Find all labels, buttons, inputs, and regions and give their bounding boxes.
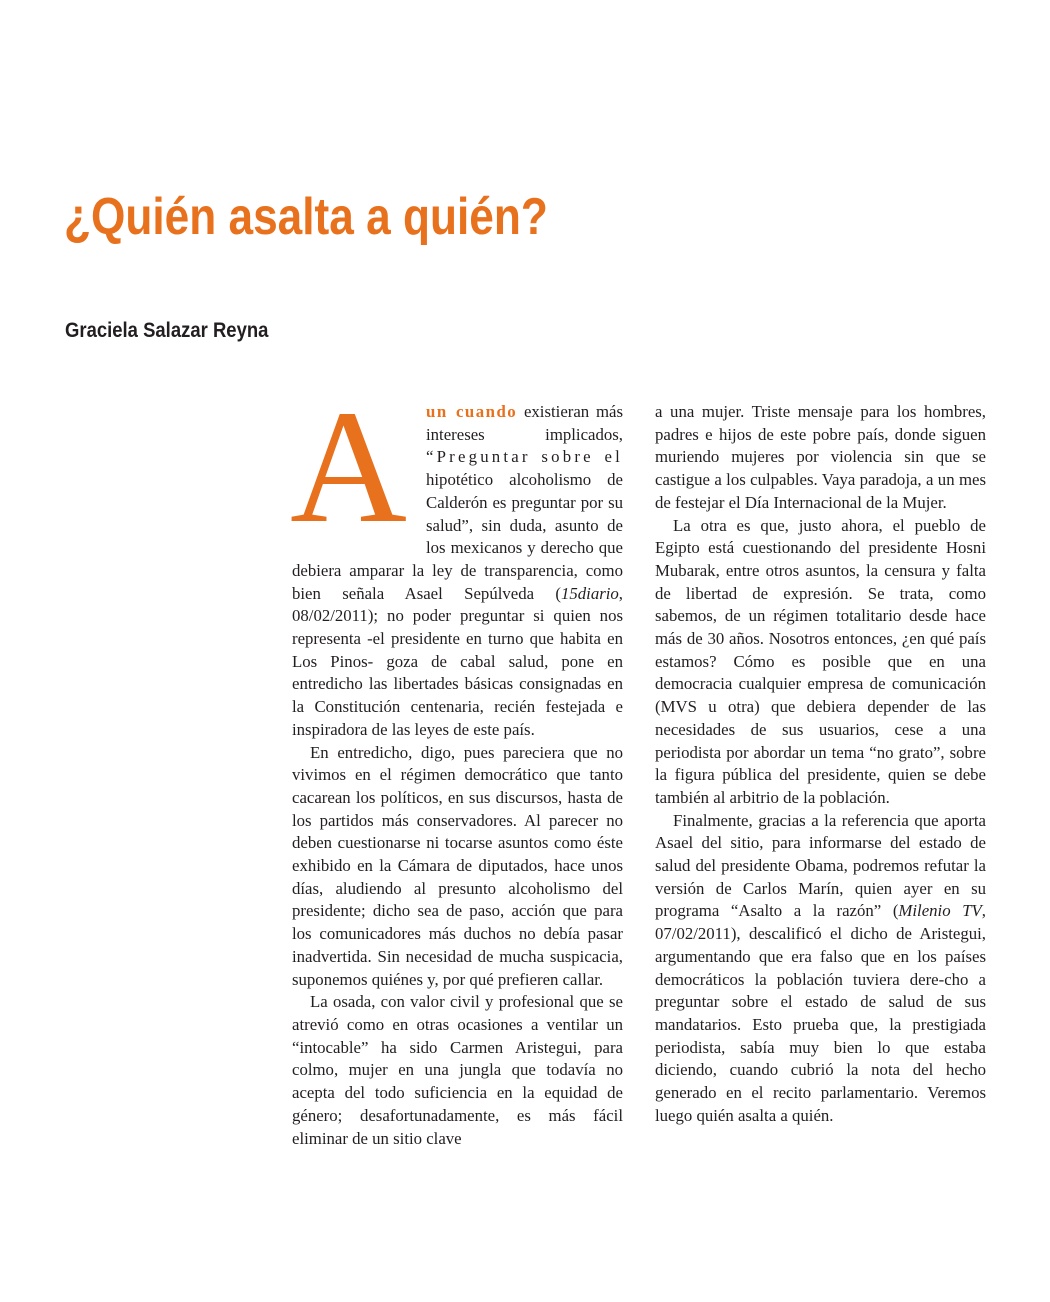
paragraph-1-quote-start: “Preguntar sobre el	[426, 447, 623, 467]
paragraph-1	[290, 378, 624, 742]
paragraph-4: La otra es que, justo ahora, el pueblo de Egipto está cuestionando del presidente Hosni Mubarak, entre otros asuntos, la censura y falta de libertad de expresión. Se trata, como sabemos, de un régimen totalitario desde hace más de 30 años. Nosotros entonces, ¿en qué país estamos? Cómo es posible que en una democracia cualquier empresa de comunicación (MVS u otra) que debiera depender de las necesidades de sus usuarios, cese a una periodista por abordar un tema “no grato”, sobre la figura pública del presidente, quien se debe también al arbitrio de la población.	[655, 515, 986, 807]
lead-words: un cuando	[426, 402, 518, 421]
paragraph-1-text: existieran más intereses implicados,	[426, 402, 624, 444]
paragraph-1-text-3: , 08/02/2011); no poder preguntar si quien nos representa -el presidente en turno que habita en Los Pinos- goza de cabal salud, pone en entredicho las libertades básicas consignadas en la Constitución centenaria, recién festejada e inspiradora de las leyes de este país.	[292, 583, 623, 739]
paragraph-5-text-2: , 07/02/2011), descalificó el dicho de Aristegui, argumentando que era falso que en los países democráticos la población tuviera dere-cho a preguntar sobre el estado de salud de sus mandatarios. Esto prueba que, la prestigiada periodista, sabía muy bien lo que estaba diciendo, cuando cubrió la nota del hecho generado en el recito parlamentario. Veremos luego quién asalta a quién.	[655, 901, 986, 1125]
paragraph-2: En entredicho, digo, pues pareciera que no vivimos en el régimen democrático que tanto cacarean los políticos, en sus discursos, hasta de los partidos más conservadores. Al parecer no deben cuestionarse ni tocarse asuntos como éste exhibido en la Cámara de diputados, hace unos días, aludiendo al presunto alcoholismo del presidente; dicho sea de paso, acción que para los comunicadores más duchos no debía pasar inadvertida. Sin necesidad de mucha suspicacia, suponemos quiénes y, por qué prefieren callar.	[292, 742, 623, 989]
source-italic-milenio: Milenio TV	[898, 901, 982, 921]
paragraph-5	[655, 810, 986, 1128]
paragraph-3: La osada, con valor civil y profesional que se atrevió como en otras ocasiones a ventilar un “intocable” ha sido Carmen Aristegui, para colmo, mujer en una jungla que todavía no acepta del todo suficiencia en la equidad de género; desafortunadamente, es más fácil eliminar de un sitio clave	[292, 992, 623, 1148]
paragraph-1-text-2: hipotético alcoholismo de Calderón es preguntar por su salud”, sin duda, asunto de los mexicanos y derecho que debiera amparar la ley de transparencia, como bien señala Asael Sepúlveda (	[292, 470, 623, 603]
article-column-right	[655, 401, 986, 1128]
article-title: ¿Quién asalta a quién?	[64, 188, 548, 246]
author-name: Graciela Salazar Reyna	[65, 319, 269, 342]
paragraph-3-continued: a una mujer. Triste mensaje para los hombres, padres e hijos de este pobre país, donde siguen muriendo mujeres por violencia sin que se castigue a los culpables. Vaya paradoja, a un mes de festejar el Día Internacional de la Mujer.	[655, 402, 986, 512]
drop-cap: A	[290, 378, 407, 557]
source-italic-15diario: 15diario	[560, 583, 619, 603]
paragraph-5-text: Finalmente, gracias a la referencia que aporta Asael del sitio, para informarse del estado de salud del presidente Obama, podremos refutar la versión de Carlos Marín, quien ayer en su programa “Asalto a la razón” (	[655, 810, 986, 921]
article-column-left	[290, 378, 624, 1150]
